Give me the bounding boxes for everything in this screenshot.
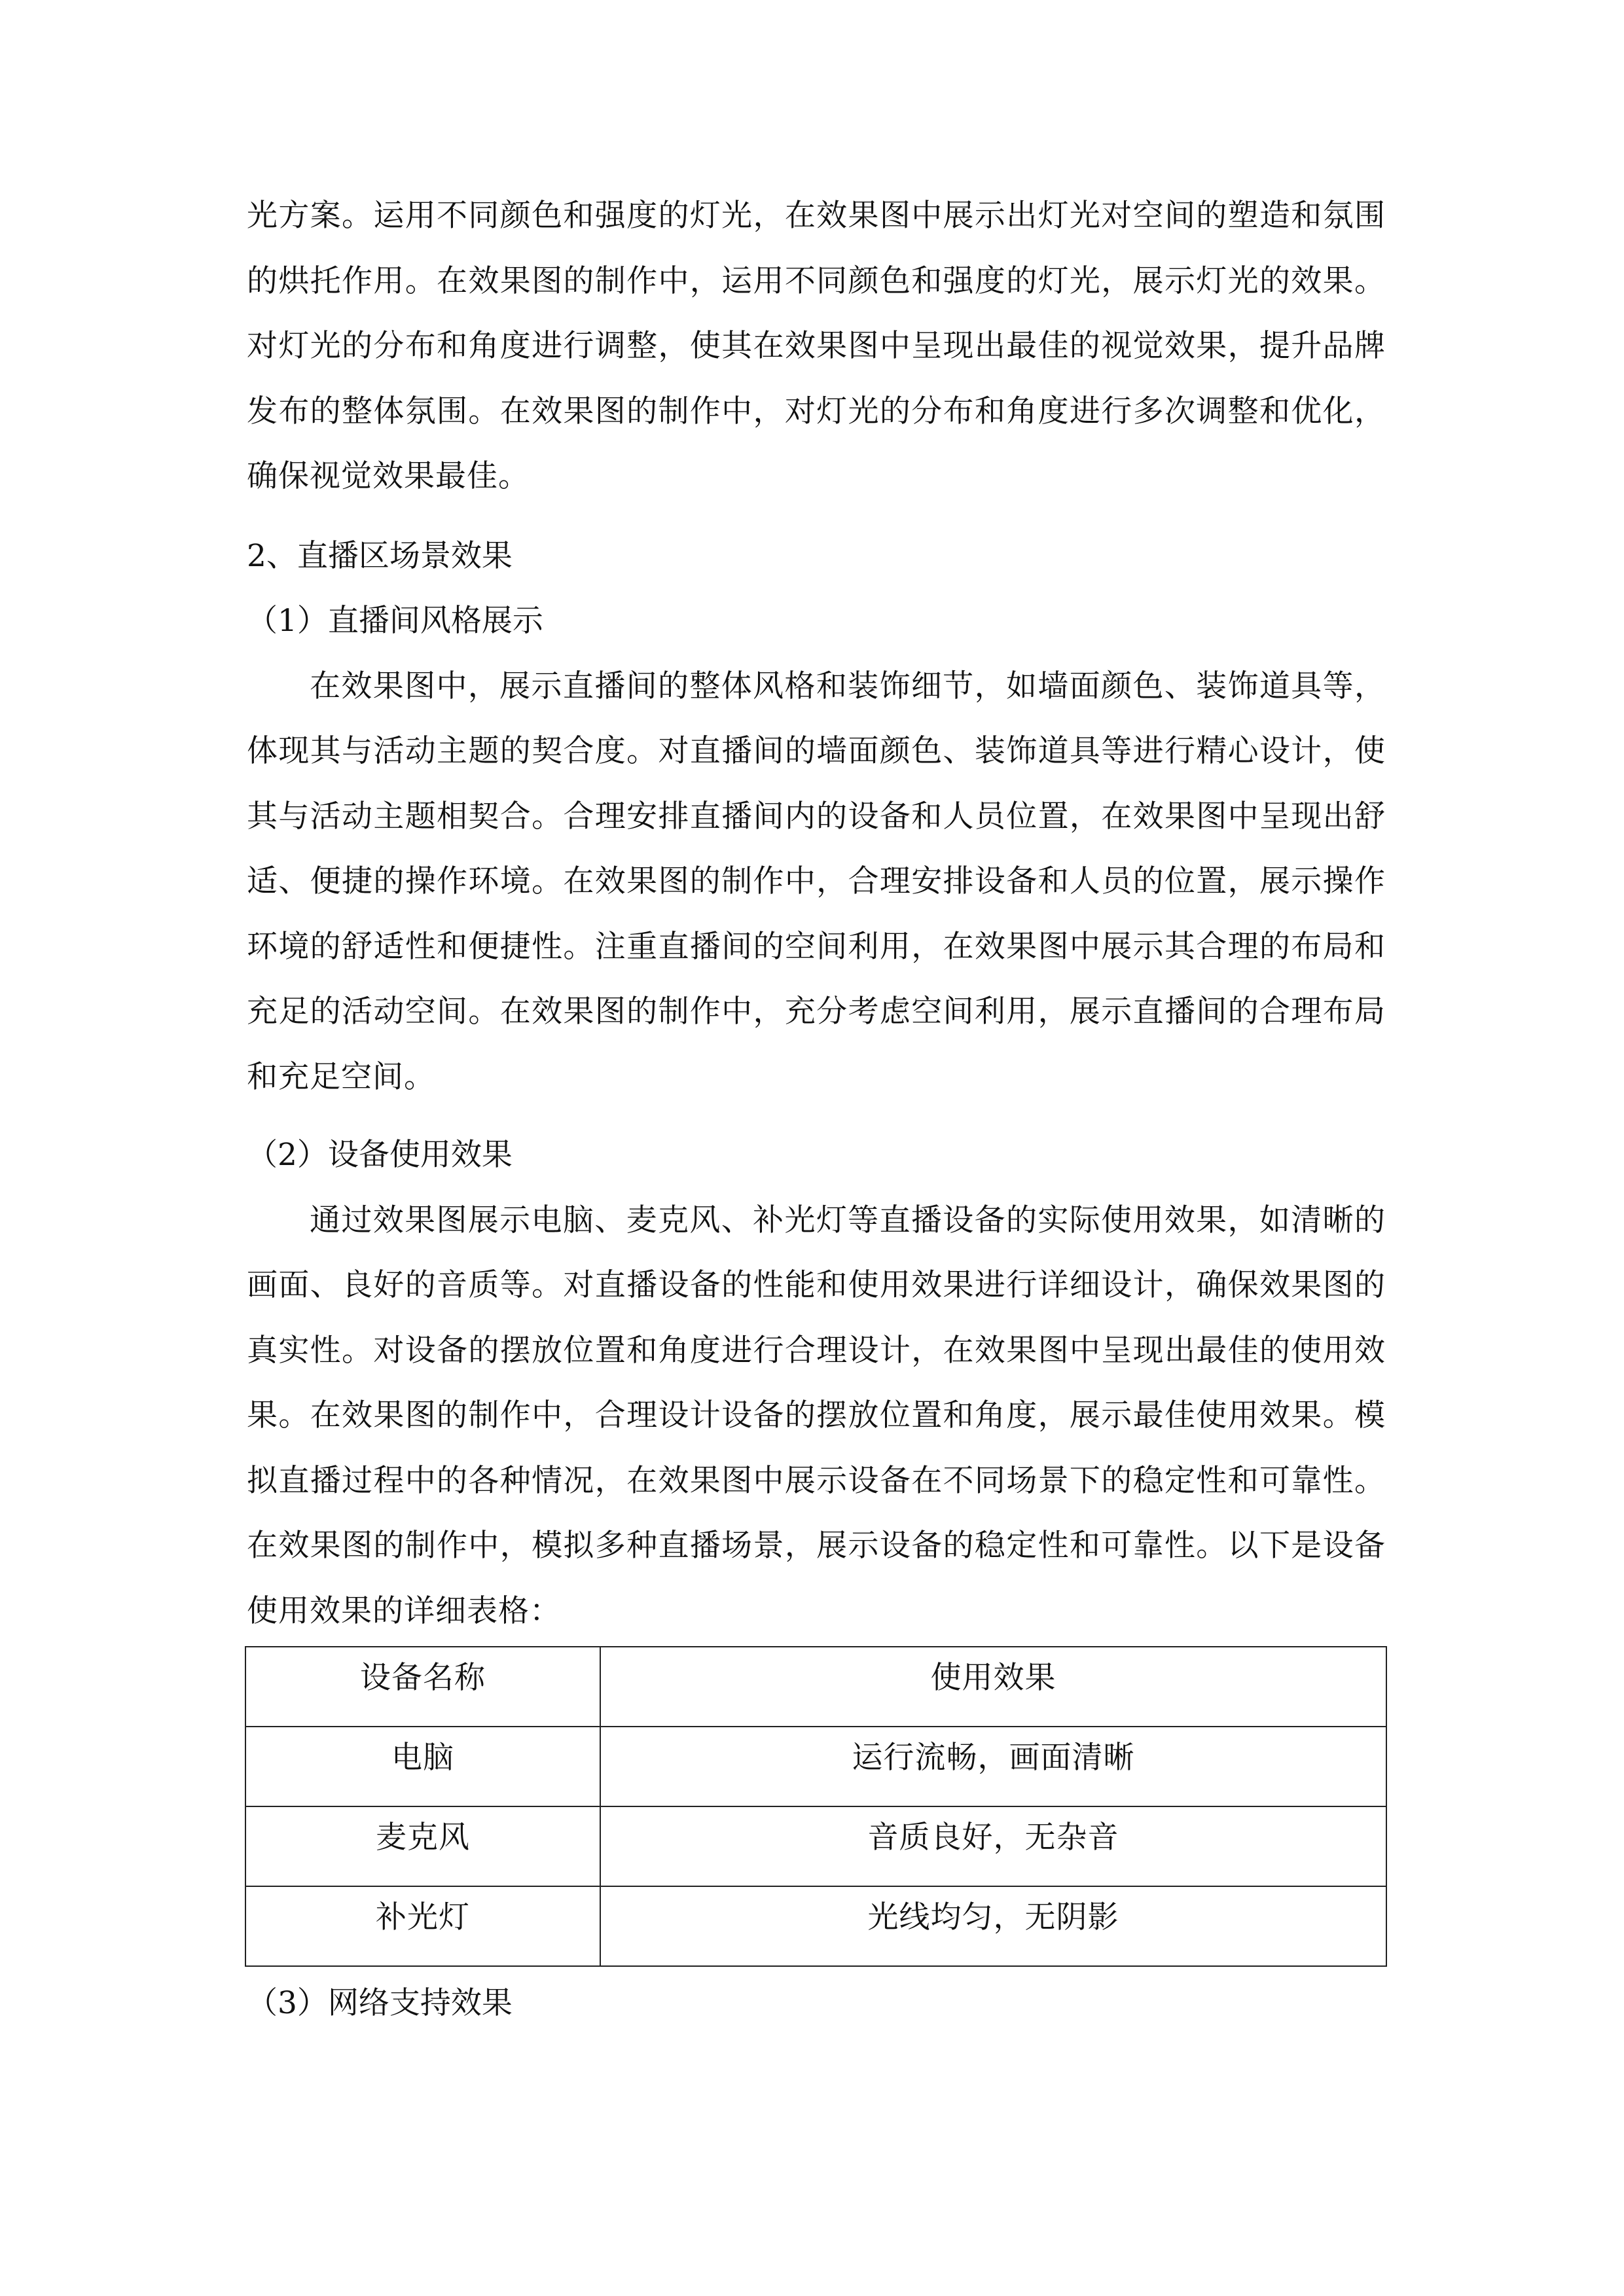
table-header-cell: 使用效果 bbox=[600, 1647, 1386, 1727]
table-cell-effect: 光线均匀，无阴影 bbox=[600, 1886, 1386, 1966]
table-cell-device: 麦克风 bbox=[245, 1806, 600, 1886]
spacer bbox=[247, 509, 1386, 524]
subsection-title-network: （3）网络支持效果 bbox=[247, 1985, 513, 2021]
table-cell-effect: 运行流畅，画面清晰 bbox=[600, 1727, 1386, 1806]
continuation-paragraph: 光方案。运用不同颜色和强度的灯光，在效果图中展示出灯光对空间的塑造和氛围的烘托作用。在效果图的制作中，运用不同颜色和强度的灯光，展示灯光的效果。对灯光的分布和角度进行调整，使其在效果图中呈现出最佳的视觉效果，提升品牌发布的整体氛围。在效果图的制作中，对灯光的分布和角度进行多次调整和优化，确保视觉效果最佳。 bbox=[247, 198, 1386, 494]
equipment-table bbox=[245, 1646, 1387, 1967]
table-header-row bbox=[245, 1647, 1386, 1727]
table-row bbox=[245, 1806, 1386, 1886]
section-title: 2、直播区场景效果 bbox=[247, 537, 513, 574]
table-header-cell: 设备名称 bbox=[245, 1647, 600, 1727]
document-page bbox=[247, 183, 1386, 2036]
subsection-title-style: （1）直播间风格展示 bbox=[247, 603, 543, 639]
style-paragraph: 在效果图中，展示直播间的整体风格和装饰细节，如墙面颜色、装饰道具等，体现其与活动主题的契合度。对直播间的墙面颜色、装饰道具等进行精心设计，使其与活动主题相契合。合理安排直播间内的设备和人员位置，在效果图中呈现出舒适、便捷的操作环境。在效果图的制作中，合理安排设备和人员的位置，展示操作环境的舒适性和便捷性。注重直播间的空间利用，在效果图中展示其合理的布局和充足的活动空间。在效果图的制作中，充分考虑空间利用，展示直播间的合理布局和充足空间。 bbox=[247, 668, 1386, 1095]
table-cell-device: 补光灯 bbox=[245, 1886, 600, 1966]
table-row bbox=[245, 1886, 1386, 1966]
table-cell-device: 电脑 bbox=[245, 1727, 600, 1806]
table-cell-effect: 音质良好，无杂音 bbox=[600, 1806, 1386, 1886]
spacer bbox=[247, 1109, 1386, 1122]
table-row bbox=[245, 1727, 1386, 1806]
subsection-title-equipment: （2）设备使用效果 bbox=[247, 1137, 513, 1173]
equipment-paragraph: 通过效果图展示电脑、麦克风、补光灯等直播设备的实际使用效果，如清晰的画面、良好的音质等。对直播设备的性能和使用效果进行详细设计，确保效果图的真实性。对设备的摆放位置和角度进行合理设计，在效果图中呈现出最佳的使用效果。在效果图的制作中，合理设计设备的摆放位置和角度，展示最佳使用效果。模拟直播过程中的各种情况，在效果图中展示设备在不同场景下的稳定性和可靠性。在效果图的制作中，模拟多种直播场景，展示设备的稳定性和可靠性。以下是设备使用效果的详细表格： bbox=[247, 1202, 1386, 1629]
